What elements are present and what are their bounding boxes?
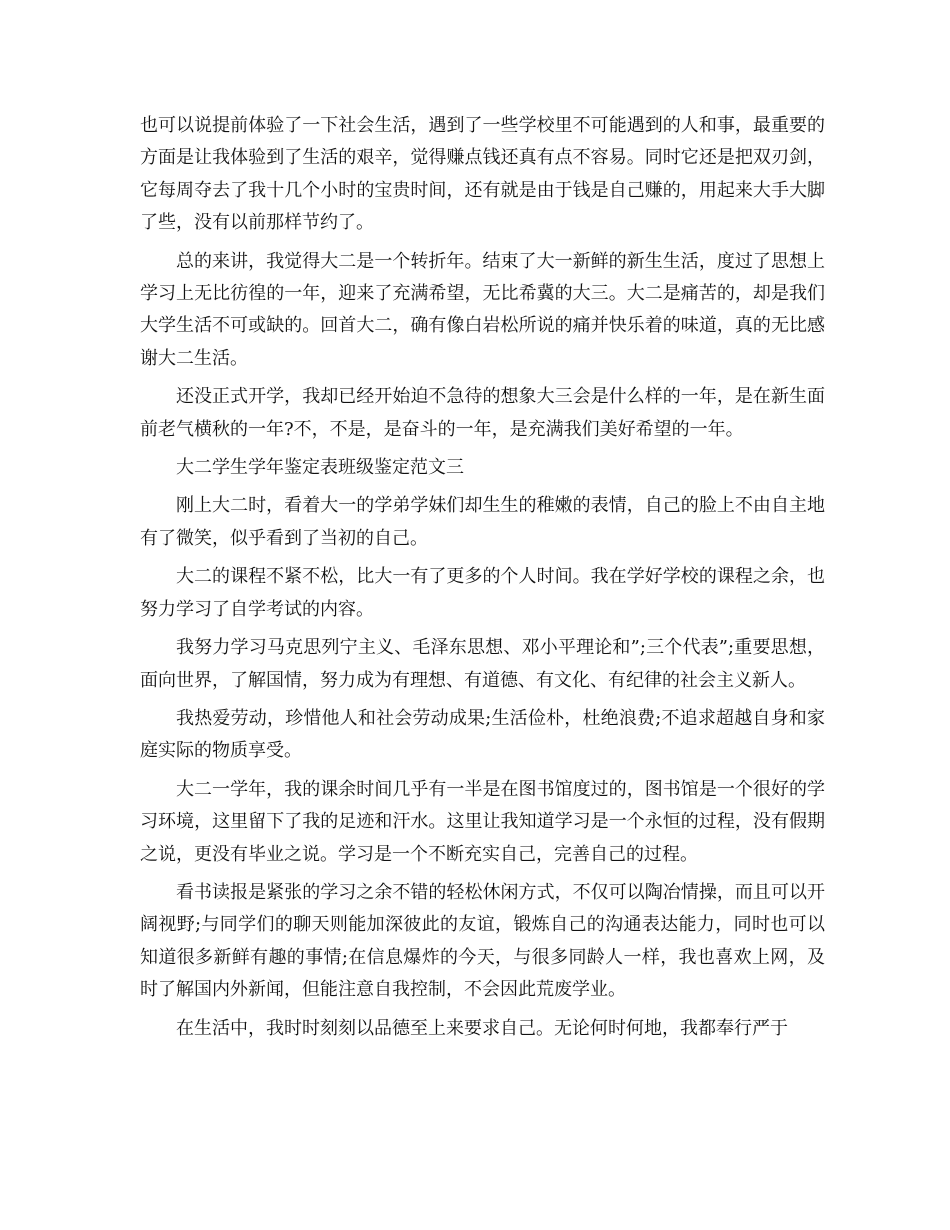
paragraph: 我热爱劳动，珍惜他人和社会劳动成果;生活俭朴，杜绝浪费;不追求超越自身和家庭实际的物质享受。 [140, 707, 825, 762]
document-body [140, 110, 825, 1051]
paragraph: 我努力学习马克思列宁主义、毛泽东思想、邓小平理论和”;三个代表”;重要思想，面向世界，了解国情，努力成为有理想、有道德、有文化、有纪律的社会主义新人。 [140, 637, 825, 691]
paragraph: 还没正式开学，我却已经开始迫不急待的想象大三会是什么样的一年，是在新生面前老气横秋的一年?不，不是，是奋斗的一年，是充满我们美好希望的一年。 [140, 386, 825, 440]
paragraph: 刚上大二时，看着大一的学弟学妹们却生生的稚嫩的表情，自己的脸上不由自主地有了微笑，似乎看到了当初的自己。 [140, 495, 825, 549]
paragraph: 大二的课程不紧不松，比大一有了更多的个人时间。我在学好学校的课程之余，也努力学习了自学考试的内容。 [140, 566, 825, 620]
paragraph: 在生活中，我时时刻刻以品德至上来要求自己。无论何时何地，我都奉行严于 [176, 1017, 788, 1039]
section-heading: 大二学生学年鉴定表班级鉴定范文三 [176, 457, 464, 479]
paragraph: 看书读报是紧张的学习之余不错的轻松休闲方式，不仅可以陶冶情操，而且可以开阔视野;与同学们的聊天则能加深彼此的友谊，锻炼自己的沟通表达能力，同时也可以知道很多新鲜有趣的事情;在信息爆炸的今天，与很多同龄人一样，我也喜欢上网，及时了解国内外新闻，但能注意自我控制，不会因此荒废学业。 [140, 881, 825, 1001]
paragraph: 总的来讲，我觉得大二是一个转折年。结束了大一新鲜的新生生活，度过了思想上学习上无比彷徨的一年，迎来了充满希望，无比希冀的大三。大二是痛苦的，却是我们大学生活不可或缺的。回首大二，确有像白岩松所说的痛并快乐着的味道，真的无比感谢大二生活。 [140, 250, 825, 369]
paragraph-continued: 也可以说提前体验了一下社会生活，遇到了一些学校里不可能遇到的人和事，最重要的方面是让我体验到了生活的艰辛，觉得赚点钱还真有点不容易。同时它还是把双刃剑，它每周夺去了我十几个小时的宝贵时间，还有就是由于钱是自己赚的，用起来大手大脚了些，没有以前那样节约了。 [140, 115, 825, 234]
paragraph: 大二一学年，我的课余时间几乎有一半是在图书馆度过的，图书馆是一个很好的学习环境，这里留下了我的足迹和汗水。这里让我知道学习是一个永恒的过程，没有假期之说，更没有毕业之说。学习是一个不断充实自己，完善自己的过程。 [140, 778, 825, 865]
